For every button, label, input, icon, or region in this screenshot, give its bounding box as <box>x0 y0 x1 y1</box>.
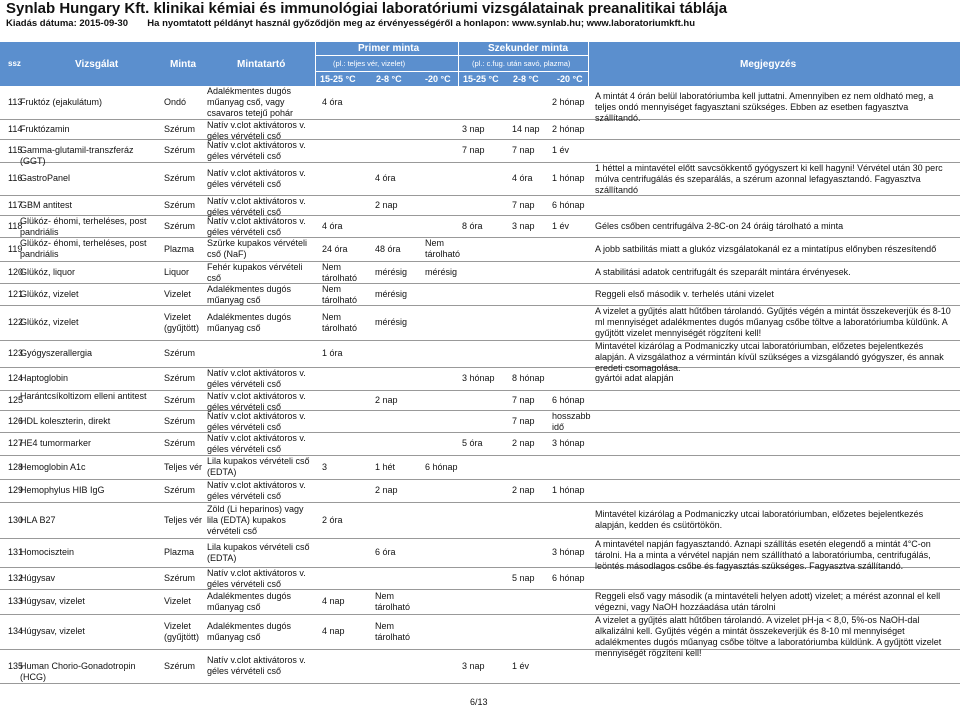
storage-p1: 4 óra <box>322 96 343 107</box>
sample-type: Plazma <box>164 243 195 254</box>
row-number: 128 <box>8 461 24 472</box>
storage-s2: 7 nap <box>512 145 535 155</box>
row-number: 115 <box>8 145 23 155</box>
container-type: Lila kupakos vérvételi cső (EDTA) <box>207 541 310 563</box>
test-name: Glükóz, vizelet <box>20 317 79 327</box>
temp-p3: -20 °C <box>425 74 451 84</box>
storage-s3: 1 hónap <box>552 173 585 183</box>
row-number: 134 <box>8 626 24 636</box>
temp-s2: 2-8 °C <box>513 74 539 84</box>
table-row <box>0 140 960 166</box>
storage-s3: 3 hónap <box>552 438 585 448</box>
container-type: Natív v.clot aktivátoros v. géles vérvételi cső <box>207 568 306 589</box>
storage-s2: 7 nap <box>512 199 535 210</box>
row-number: 127 <box>8 438 24 448</box>
storage-s3: 2 hónap <box>552 123 585 134</box>
sample-type: Szérum <box>164 123 196 134</box>
table-row <box>0 615 960 658</box>
storage-p1: Nem tárolható <box>322 311 358 333</box>
remark: A vizelet a gyűjtés alatt hűtőben tárolandó. A vizelet pH-ja < 8,0, 5%-os NaOH-dal alkalizálni kell. Gyűjtés végén a mintát összekeverjük és 8-10 ml mennyiséget adalékmentes dugós műanyag csőbe töltve a laboratóriumba küldünk. A gyűjtött vizelet mennyiségét rögzíteni kell! <box>595 615 942 658</box>
website-links[interactable]: www.synlab.hu; www.laboratoriumkft.hu <box>512 18 696 29</box>
storage-p2: 2 nap <box>375 485 398 495</box>
table-row <box>0 284 960 306</box>
test-name: Haptoglobin <box>20 373 69 383</box>
row-number: 117 <box>8 199 23 210</box>
container-type: Natív v.clot aktivátoros v. géles vérvételi cső <box>207 411 306 432</box>
storage-s1: 5 óra <box>462 438 483 448</box>
print-notice: Ha nyomtatott példányt használ győződjön meg az érvényességéről a honlapon: <box>147 18 510 29</box>
row-number: 126 <box>8 415 24 426</box>
test-name: Gamma-glutamil-transzferáz (GGT) <box>20 145 134 166</box>
col-minta: Minta <box>170 59 197 70</box>
storage-s3: 2 hónap <box>552 96 585 107</box>
storage-s2: 2 nap <box>512 485 535 495</box>
table-row <box>0 568 960 590</box>
storage-p1: 4 nap <box>322 626 345 636</box>
storage-p2: Nem tárolható <box>375 590 411 612</box>
container-type: Natív v.clot aktivátoros v. géles vérvételi cső <box>207 196 306 217</box>
table-row <box>0 262 960 284</box>
container-type: Natív v.clot aktivátoros v. géles vérvételi cső <box>207 480 306 501</box>
remark: 1 héttel a mintavétel előtt savcsökkentő gyógyszert ki kell hagyni! Vérvétel után 30 perc múlva centrifugálás és szeparálás, a szérum azonnal lefagyasztandó. Fagyasztva szállítandó <box>595 163 943 195</box>
sample-type: Szérum <box>164 173 196 183</box>
sample-type: Szérum <box>164 572 196 583</box>
storage-s1: 3 nap <box>462 660 485 671</box>
row-number: 133 <box>8 596 24 606</box>
row-number: 118 <box>8 220 23 231</box>
issued-date: 2015-09-30 <box>79 18 128 29</box>
col-primer-sub: (pl.: teljes vér, vizelet) <box>333 59 406 68</box>
test-name: Húgysav <box>20 572 56 583</box>
sample-type: Teljes vér <box>164 514 203 525</box>
storage-s2: 7 nap <box>512 415 535 426</box>
storage-p1: 3 <box>322 461 328 472</box>
col-szekunder: Szekunder minta <box>488 43 569 54</box>
table-row <box>0 368 960 391</box>
storage-p1: 4 nap <box>322 596 345 606</box>
table-row <box>0 163 960 196</box>
row-number: 125 <box>8 394 24 405</box>
storage-p2: 2 nap <box>375 199 398 210</box>
issued-label: Kiadás dátuma: <box>6 18 77 29</box>
container-type: Adalékmentes dugós műanyag cső <box>207 620 292 642</box>
container-type: Adalékmentes dugós műanyag cső <box>207 284 292 305</box>
col-ssz: ssz <box>8 59 21 68</box>
storage-s2: 7 nap <box>512 394 535 405</box>
test-name: HLA B27 <box>20 514 56 525</box>
storage-s2: 14 nap <box>512 123 540 134</box>
col-vizsgalat: Vizsgálat <box>75 59 119 70</box>
test-name: HDL koleszterin, direkt <box>20 415 111 426</box>
temp-p2: 2-8 °C <box>376 74 402 84</box>
container-type: Natív v.clot aktivátoros v. géles vérvételi cső <box>207 433 306 454</box>
test-name: Fruktózamin <box>20 123 70 134</box>
container-type: Natív v.clot aktivátoros v. géles vérvételi cső <box>207 391 306 412</box>
remark: A stabilitási adatok centrifugált és szeparált mintára érvényesek. <box>595 266 851 277</box>
test-name: GastroPanel <box>20 173 71 183</box>
container-type: Natív v.clot aktivátoros v. géles vérvételi cső <box>207 655 306 676</box>
col-primer: Primer minta <box>358 43 420 54</box>
storage-p2: mérésig <box>375 288 408 299</box>
storage-p1: 1 óra <box>322 348 343 358</box>
temp-p1: 15-25 °C <box>320 74 356 84</box>
sample-type: Szérum <box>164 199 196 210</box>
test-name: Glükóz- éhomi, terheléses, post pandriális <box>20 238 147 259</box>
container-type: Fehér kupakos vérvételi cső <box>207 262 303 283</box>
storage-p2: mérésig <box>375 317 408 327</box>
test-name: Glükóz, vizelet <box>20 288 79 299</box>
storage-p2: mérésig <box>375 266 408 277</box>
storage-p2: 2 nap <box>375 394 398 405</box>
storage-s1: 8 óra <box>462 220 483 231</box>
temp-s1: 15-25 °C <box>463 74 499 84</box>
table-row <box>0 391 960 411</box>
storage-p2: 48 óra <box>375 243 401 254</box>
storage-p3: mérésig <box>425 266 458 277</box>
storage-s2: 2 nap <box>512 438 535 448</box>
temp-s3: -20 °C <box>557 74 583 84</box>
storage-p1: 24 óra <box>322 243 348 254</box>
table-row <box>0 480 960 503</box>
storage-s2: 1 év <box>512 660 530 671</box>
remark: Mintavétel kizárólag a Podmaniczky utcai laboratóriumban, előzetes bejelentkezés alapján. A vizsgálathoz a vérmintán kívül szükséges a vizsgálandó gyógyszer, és annak eredeti csomagolása. <box>595 341 944 373</box>
table-row <box>0 590 960 615</box>
storage-s3: 1 év <box>552 220 570 231</box>
test-name: Húgysav, vizelet <box>20 596 85 606</box>
test-name: Hemoglobin A1c <box>20 461 86 472</box>
sample-type: Szérum <box>164 348 196 358</box>
sample-type: Plazma <box>164 547 195 557</box>
row-number: 132 <box>8 572 24 583</box>
row-number: 123 <box>8 348 24 358</box>
sample-type: Szérum <box>164 660 196 671</box>
row-number: 116 <box>8 173 23 183</box>
container-type: Natív v.clot aktivátoros v. géles vérvételi cső <box>207 120 306 141</box>
document-title: Synlab Hungary Kft. klinikai kémiai és immunológiai laboratóriumi vizsgálatainak preanalitikai táblája <box>6 0 728 17</box>
storage-p1: Nem tárolható <box>322 262 358 283</box>
container-type: Natív v.clot aktivátoros v. géles vérvételi cső <box>207 140 306 161</box>
sample-type: Szérum <box>164 145 196 155</box>
test-name: Harántcsíkoltizom elleni antitest <box>20 391 147 401</box>
container-type: Natív v.clot aktivátoros v. géles vérvételi cső <box>207 167 306 189</box>
sample-type: Vizelet <box>164 596 191 606</box>
storage-s1: 3 nap <box>462 123 485 134</box>
test-name: Glükóz- éhomi, terheléses, post pandriális <box>20 216 147 237</box>
storage-s2: 5 nap <box>512 572 535 583</box>
issue-line <box>6 18 695 29</box>
storage-s3: 3 hónap <box>552 547 585 557</box>
storage-s2: 4 óra <box>512 173 533 183</box>
row-number: 119 <box>8 243 23 254</box>
test-name: GBM antitest <box>20 199 73 210</box>
storage-s2: 3 nap <box>512 220 535 231</box>
remark: A jobb satbilitás miatt a glukóz vizsgálatokanál ez a mintatípus előnyben részesítendő <box>595 243 937 254</box>
table-row <box>0 306 960 341</box>
test-name: Fruktóz (ejakulátum) <box>20 96 103 107</box>
row-number: 124 <box>8 373 24 383</box>
storage-s3: hosszabb idő <box>552 411 591 432</box>
table-row <box>0 456 960 480</box>
storage-p2: 1 hét <box>375 461 396 472</box>
table-row <box>0 503 960 539</box>
sample-type: Szérum <box>164 220 196 231</box>
test-name: Glükóz, liquor <box>20 266 76 277</box>
page-number: 6/13 <box>470 697 488 707</box>
storage-p3: 6 hónap <box>425 461 458 472</box>
container-type: Adalékmentes dugós műanyag cső, vagy csavaros tetejű pohár <box>207 86 294 118</box>
row-number: 135 <box>8 660 24 671</box>
table-row <box>0 433 960 456</box>
storage-p2: 4 óra <box>375 173 396 183</box>
test-name: Homocisztein <box>20 547 75 557</box>
row-number: 131 <box>8 547 24 557</box>
storage-s3: 6 hónap <box>552 394 585 405</box>
remark: Reggeli első második v. terhelés utáni vizelet <box>595 288 774 299</box>
remark: Géles csőben centrifugálva 2-8C-on 24 óráig tárolható a minta <box>595 220 844 231</box>
container-type: Natív v.clot aktivátoros v. géles vérvételi cső <box>207 368 306 389</box>
remark: A mintát 4 órán belül laboratóriumba kell juttatni. Amennyiben ez nem oldható meg, a teljes ondó mennyiséget fagyasztani szükséges. Ebben az esetben fagyasztva szállítandó. <box>595 91 934 123</box>
test-name: Hemophylus HIB IgG <box>20 485 105 495</box>
container-type: Szürke kupakos vérvételi cső (NaF) <box>207 238 308 259</box>
row-number: 129 <box>8 485 24 495</box>
test-name: Húgysav, vizelet <box>20 626 85 636</box>
remark: gyártói adat alapján <box>595 373 674 383</box>
table-row <box>0 341 960 373</box>
sample-type: Szérum <box>164 394 196 405</box>
sample-type: Vizelet (gyűjtött) <box>164 620 200 642</box>
table-row <box>0 120 960 140</box>
sample-type: Vizelet <box>164 288 191 299</box>
sample-type: Szérum <box>164 485 196 495</box>
storage-p3: Nem tárolható <box>425 238 461 259</box>
storage-s3: 1 év <box>552 145 570 155</box>
col-szekunder-sub: (pl.: c.fug. után savó, plazma) <box>472 59 571 68</box>
row-number: 113 <box>8 96 23 107</box>
container-type: Zöld (Li heparinos) vagy lila (EDTA) kupakos vérvételi cső <box>207 503 304 536</box>
row-number: 122 <box>8 317 24 327</box>
table-row <box>0 650 960 684</box>
storage-s2: 8 hónap <box>512 373 545 383</box>
remark: Mintavétel kizárólag a Podmaniczky utcai laboratóriumban, előzetes bejelentkezés alapján, kedden és csütörtökön. <box>595 509 924 530</box>
storage-s3: 1 hónap <box>552 485 585 495</box>
remark: Reggeli első vagy második (a mintavételi helyen adott) vizelet; a mérést azonnal el kell végezni, vagy NaOH hozzáadása után tárolni <box>595 590 941 612</box>
storage-p1: 4 óra <box>322 220 343 231</box>
sample-type: Liquor <box>164 266 190 277</box>
storage-p2: Nem tárolható <box>375 620 411 642</box>
table-row <box>0 196 960 216</box>
container-type: Adalékmentes dugós műanyag cső <box>207 590 292 612</box>
col-mintatarto: Mintatartó <box>237 59 286 70</box>
sample-type: Vizelet (gyűjtött) <box>164 311 200 333</box>
table-header <box>0 42 960 86</box>
sample-type: Ondó <box>164 96 187 107</box>
table-row <box>0 86 960 123</box>
row-number: 120 <box>8 266 24 277</box>
test-name: HE4 tumormarker <box>20 438 92 448</box>
storage-p2: 6 óra <box>375 547 396 557</box>
row-number: 130 <box>8 514 24 525</box>
test-name: Human Chorio-Gonadotropin (HCG) <box>20 660 136 682</box>
col-megjegyzes: Megjegyzés <box>740 59 797 70</box>
storage-s3: 6 hónap <box>552 199 585 210</box>
remark: A mintavétel napján fagyasztandó. Aznapi szállítás esetén elegendő a mintát 4°C-on tárolni. Ha a minta a vérvétel napján nem szállítható a laboratóriumba, centrifugálás, leöntés másodlagos csőbe és fagyasztás szükséges. Fagyasztva szállítandó. <box>595 539 931 571</box>
container-type: Natív v.clot aktivátoros v. géles vérvételi cső <box>207 216 306 237</box>
remark: A vizelet a gyűjtés alatt hűtőben tárolandó. Gyűjtés végén a mintát összekeverjük és 8-10 ml mennyiséget adalékmentes dugós műanyag csőbe töltve a laboratóriumba küldünk. A gyűjtött vizelet mennyiségét rögzíteni kell! <box>595 306 951 338</box>
table-row <box>0 539 960 571</box>
table-row <box>0 216 960 238</box>
sample-type: Szérum <box>164 415 196 426</box>
row-number: 121 <box>8 288 24 299</box>
test-name: Gyógyszerallergia <box>20 348 93 358</box>
storage-s3: 6 hónap <box>552 572 585 583</box>
storage-p1: 2 óra <box>322 514 343 525</box>
storage-p1: Nem tárolható <box>322 284 358 305</box>
row-number: 114 <box>8 123 23 134</box>
table-row <box>0 238 960 262</box>
storage-s1: 7 nap <box>462 145 485 155</box>
storage-s1: 3 hónap <box>462 373 495 383</box>
container-type: Adalékmentes dugós műanyag cső <box>207 311 292 333</box>
table-row <box>0 411 960 433</box>
sample-type: Teljes vér <box>164 461 203 472</box>
sample-type: Szérum <box>164 438 196 448</box>
container-type: Lila kupakos vérvételi cső (EDTA) <box>207 456 310 477</box>
sample-type: Szérum <box>164 373 196 383</box>
